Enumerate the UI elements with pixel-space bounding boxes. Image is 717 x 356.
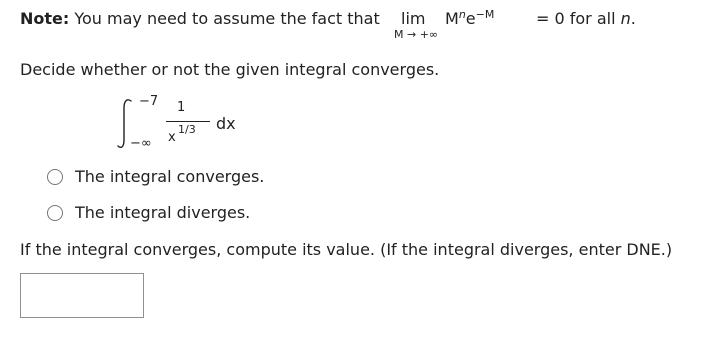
radio-diverges[interactable] bbox=[47, 205, 63, 221]
integrand-denominator-base: x bbox=[168, 130, 176, 145]
compute-prompt: If the integral converges, compute its value. (If the integral diverges, enter DNE.) bbox=[20, 240, 673, 259]
integrand-numerator: 1 bbox=[177, 100, 186, 115]
radio-converges[interactable] bbox=[47, 169, 63, 185]
decide-prompt: Decide whether or not the given integral converges. bbox=[20, 60, 440, 79]
answer-input[interactable] bbox=[20, 273, 144, 318]
expr-exponent-negM: −M bbox=[475, 8, 495, 21]
note-tail-period: . bbox=[630, 9, 636, 28]
note-line bbox=[20, 9, 380, 29]
expr-e: e bbox=[465, 9, 476, 28]
integral-lower-limit: −∞ bbox=[130, 136, 152, 151]
limit-word: lim bbox=[401, 9, 426, 28]
note-tail bbox=[536, 9, 636, 29]
expr-exponent-n: n bbox=[458, 8, 466, 21]
note-tail-var: n bbox=[620, 9, 631, 28]
note-label: Note: bbox=[20, 9, 70, 28]
integral-upper-limit: −7 bbox=[139, 94, 159, 109]
note-text: You may need to assume the fact that bbox=[69, 9, 380, 28]
option-converges-label[interactable]: The integral converges. bbox=[75, 167, 265, 186]
note-tail-text: = 0 for all bbox=[536, 9, 621, 28]
integrand-denominator-exponent: 1/3 bbox=[178, 123, 196, 136]
option-diverges-label[interactable]: The integral diverges. bbox=[75, 203, 251, 222]
expr-base-M: M bbox=[445, 9, 459, 28]
limit-expression bbox=[445, 9, 494, 31]
integral-differential: dx bbox=[216, 114, 236, 133]
limit-subscript: M → +∞ bbox=[394, 28, 439, 41]
fraction-bar bbox=[166, 121, 210, 122]
